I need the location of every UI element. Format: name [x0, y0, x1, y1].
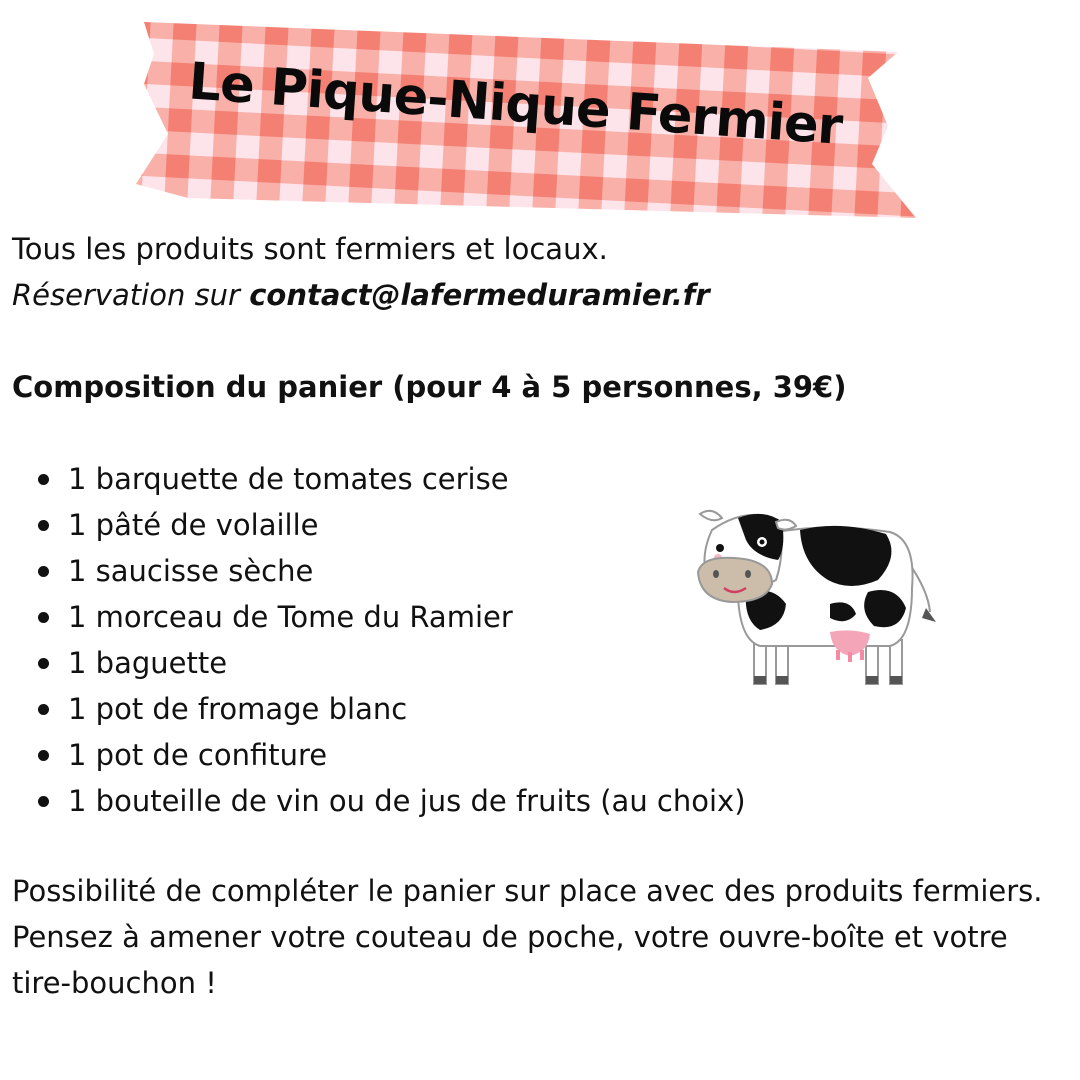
title-banner — [128, 14, 928, 234]
closing-notes — [12, 868, 1062, 1006]
list-item: 1 barquette de tomates cerise — [0, 456, 746, 502]
list-item: 1 baguette — [0, 640, 746, 686]
intro-text: Tous les produits sont fermiers et locaux. — [12, 232, 608, 266]
list-item: 1 saucisse sèche — [0, 548, 746, 594]
list-item: 1 pot de fromage blanc — [0, 686, 746, 732]
basket-heading: Composition du panier (pour 4 à 5 personnes, 39€) — [12, 370, 847, 404]
intro-block — [12, 226, 1062, 318]
page-title: Le Pique-Nique Fermier — [186, 52, 844, 157]
list-item: 1 morceau de Tome du Ramier — [0, 594, 746, 640]
reservation-line — [12, 272, 1062, 318]
closing-note-2: Pensez à amener votre couteau de poche, votre ouvre-boîte et votre tire-bouchon ! — [12, 920, 1008, 1000]
contact-email: contact@lafermeduramier.fr — [249, 278, 710, 312]
reservation-label: Réservation sur — [12, 278, 250, 312]
basket-item-list — [0, 456, 746, 824]
cow-icon — [690, 500, 950, 700]
list-item: 1 bouteille de vin ou de jus de fruits (au choix) — [0, 778, 746, 824]
closing-note-1: Possibilité de compléter le panier sur place avec des produits fermiers. — [12, 874, 1043, 908]
list-item: 1 pot de confiture — [0, 732, 746, 778]
list-item: 1 pâté de volaille — [0, 502, 746, 548]
